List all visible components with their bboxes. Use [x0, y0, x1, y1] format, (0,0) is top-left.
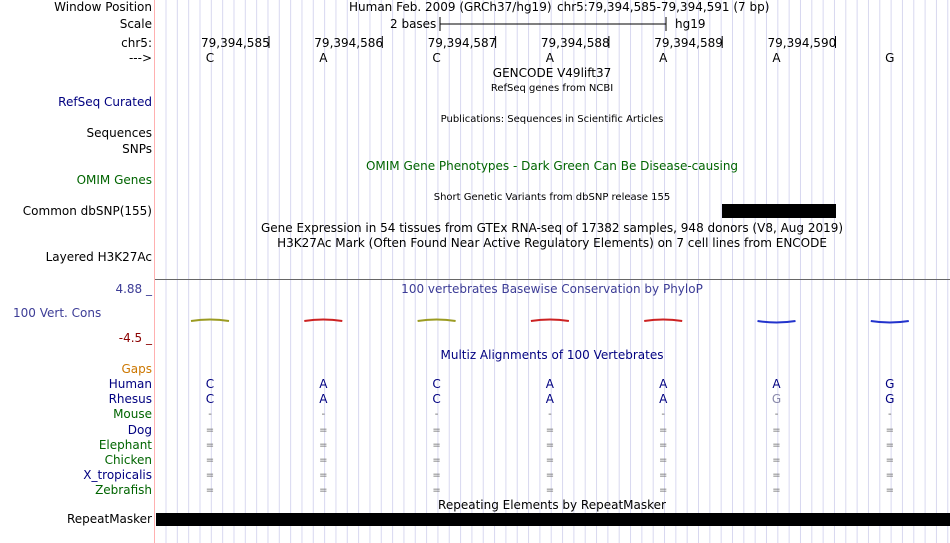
alignment-cell: =: [885, 439, 894, 451]
alignment-cell: -: [434, 409, 439, 421]
h3k27ac-track-title[interactable]: H3K27Ac Mark (Often Found Near Active Regulatory Elements) on 7 cell lines from ENCODE: [277, 236, 827, 250]
alignment-cell: =: [772, 424, 781, 436]
conservation-label[interactable]: 100 Vert. Cons: [13, 306, 102, 320]
alignment-cell: =: [205, 424, 215, 436]
alignment-cell: -: [321, 409, 326, 421]
base-letter: C: [432, 51, 441, 65]
alignment-cell: A: [659, 392, 668, 407]
ruler-position: 79,394,589: [654, 36, 723, 50]
alignment-cell: A: [545, 377, 554, 391]
alignment-cell: =: [432, 470, 441, 482]
species-label[interactable]: X_tropicalis: [83, 468, 152, 483]
alignment-cell: =: [772, 470, 781, 482]
alignment-cell: -: [208, 409, 212, 421]
species-label[interactable]: Mouse: [113, 407, 152, 422]
alignment-cell: =: [545, 455, 555, 466]
alignment-cell: -: [548, 409, 552, 421]
alignment-cell: =: [205, 455, 215, 466]
scale-text: 2 bases: [390, 17, 437, 31]
alignment-cell: A: [319, 392, 328, 407]
alignment-cell: =: [319, 455, 328, 466]
alignment-cell: =: [545, 470, 555, 482]
repeatmasker-label[interactable]: RepeatMasker: [66, 512, 152, 526]
alignment-cell: A: [319, 377, 328, 391]
repeatmasker-block[interactable]: [156, 513, 950, 526]
alignment-cell: =: [432, 455, 441, 466]
species-label[interactable]: Dog: [127, 422, 152, 437]
base-letter: G: [885, 51, 895, 65]
multiz-track-title[interactable]: Multiz Alignments of 100 Vertebrates: [440, 348, 664, 362]
refseq-track-title[interactable]: RefSeq genes from NCBI: [490, 83, 614, 94]
alignment-cell: =: [319, 424, 328, 436]
cons-max-label: 4.88 _: [115, 282, 152, 296]
sequences-label[interactable]: Sequences: [86, 126, 152, 140]
alignment-cell: =: [772, 439, 781, 451]
repeatmasker-track-title[interactable]: Repeating Elements by RepeatMasker: [438, 498, 666, 512]
base-letter: A: [545, 51, 554, 65]
scale-db: hg19: [675, 17, 706, 31]
scale-label: Scale: [119, 17, 152, 31]
alignment-cell: =: [885, 485, 894, 497]
omim-track-title[interactable]: OMIM Gene Phenotypes - Dark Green Can Be Disease-causing: [365, 159, 739, 173]
base-letter: A: [659, 51, 668, 65]
alignment-cell: =: [432, 485, 441, 497]
alignment-cell: =: [658, 485, 668, 497]
chrom-label: chr5:: [121, 36, 152, 50]
alignment-cell: =: [319, 439, 328, 451]
alignment-cell: =: [319, 470, 328, 482]
alignment-cell: G: [885, 392, 895, 407]
alignment-cell: A: [545, 392, 554, 407]
alignment-cell: =: [545, 439, 555, 451]
publications-track-title[interactable]: Publications: Sequences in Scientific Articles: [440, 114, 664, 125]
alignment-cell: =: [772, 485, 781, 497]
dbsnp-track-title[interactable]: Short Genetic Variants from dbSNP release 155: [433, 192, 671, 203]
ruler-position: 79,394,585: [201, 36, 270, 50]
assembly-link[interactable]: Human Feb. 2009 (GRCh37/hg19): [349, 0, 552, 14]
alignment-cell: -: [661, 409, 665, 421]
h3k27ac-label[interactable]: Layered H3K27Ac: [45, 250, 152, 264]
alignment-cell: C: [432, 377, 441, 391]
alignment-cell: =: [545, 424, 555, 436]
alignment-cell: =: [658, 470, 668, 482]
species-label[interactable]: Chicken: [104, 453, 152, 467]
alignment-cell: -: [887, 409, 892, 421]
ruler-position: 79,394,590: [767, 36, 837, 50]
track-separator: [155, 279, 950, 280]
alignment-cell: =: [205, 470, 215, 482]
alignment-cell: A: [659, 377, 668, 391]
gaps-label[interactable]: Gaps: [121, 362, 152, 376]
alignment-cell: =: [885, 470, 894, 482]
alignment-cell: -: [774, 409, 779, 421]
alignment-cell: C: [205, 392, 215, 407]
alignment-cell: =: [205, 485, 215, 497]
alignment-cell: =: [885, 424, 894, 436]
alignment-cell: G: [885, 377, 895, 391]
ruler-position: 79,394,588: [540, 36, 610, 50]
base-letter: A: [772, 51, 781, 65]
alignment-cell: =: [432, 424, 441, 436]
omim-genes-label[interactable]: OMIM Genes: [76, 173, 152, 187]
alignment-cell: =: [885, 455, 894, 466]
cons-min-label: -4.5 _: [118, 331, 152, 345]
refseq-curated-label[interactable]: RefSeq Curated: [58, 95, 152, 109]
alignment-cell: G: [771, 392, 782, 407]
window-position-label: Window Position: [54, 0, 152, 14]
dbsnp-label[interactable]: Common dbSNP(155): [22, 204, 152, 218]
alignment-cell: A: [772, 377, 781, 391]
species-label[interactable]: Elephant: [98, 437, 152, 452]
track-label-divider: [154, 0, 155, 543]
alignment-cell: =: [432, 439, 441, 451]
species-label[interactable]: Human: [108, 377, 152, 391]
gencode-track-title[interactable]: GENCODE V49lift37: [492, 66, 612, 80]
alignment-cell: =: [658, 439, 668, 451]
strand-label[interactable]: --->: [128, 51, 152, 65]
position-readout[interactable]: chr5:79,394,585-79,394,591 (7 bp): [557, 0, 770, 14]
gtex-track-title[interactable]: Gene Expression in 54 tissues from GTEx RNA-seq of 17382 samples, 948 donors (V8, Aug 2019): [260, 221, 844, 235]
alignment-cell: =: [319, 485, 328, 497]
snps-label[interactable]: SNPs: [122, 142, 152, 156]
alignment-cell: =: [772, 455, 781, 466]
ruler-position: 79,394,586: [314, 36, 384, 50]
alignment-cell: =: [658, 424, 668, 436]
ruler-position: 79,394,587: [427, 36, 497, 50]
species-label[interactable]: Zebrafish: [95, 483, 152, 498]
alignment-cell: =: [205, 439, 215, 451]
base-letter: C: [205, 51, 215, 65]
alignment-cell: =: [545, 485, 555, 497]
dbsnp-variant-block[interactable]: [722, 204, 836, 218]
species-label[interactable]: Rhesus: [108, 392, 152, 407]
conservation-track-title[interactable]: 100 vertebrates Basewise Conservation by PhyloP: [401, 282, 703, 296]
base-letter: A: [319, 51, 328, 65]
alignment-cell: C: [432, 392, 441, 407]
alignment-cell: =: [658, 455, 668, 466]
alignment-cell: C: [205, 377, 215, 391]
